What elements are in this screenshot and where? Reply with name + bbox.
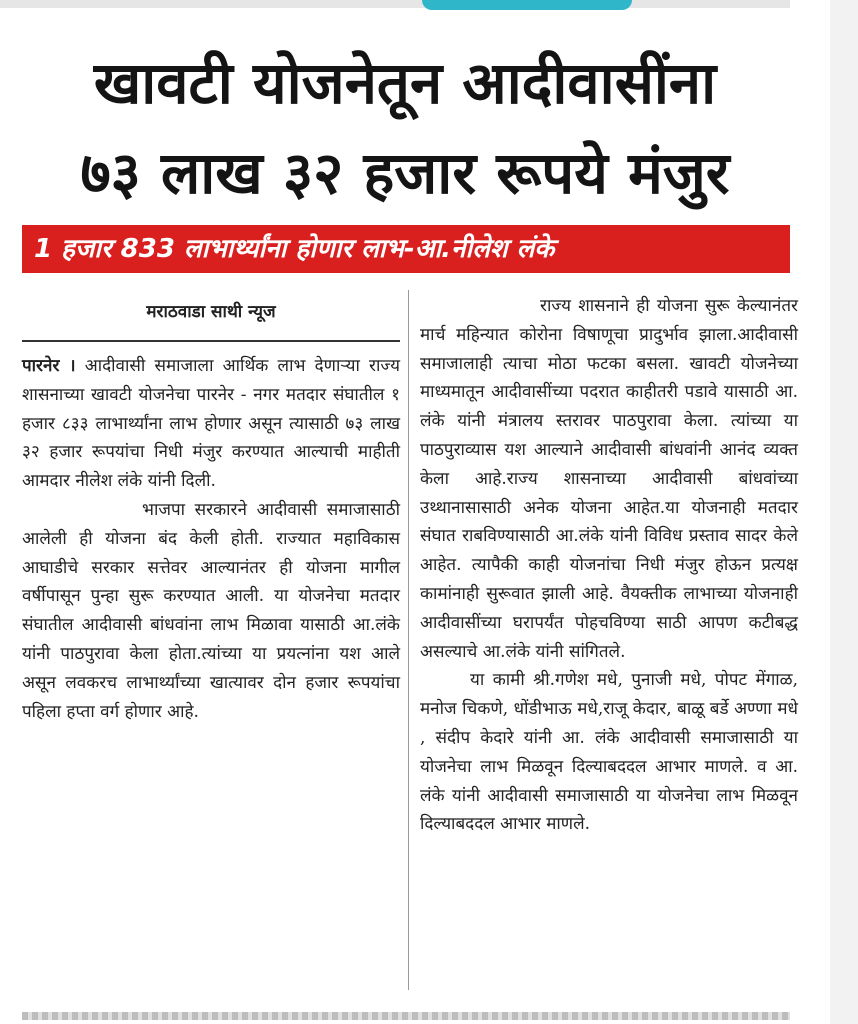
accent-tab bbox=[422, 0, 632, 10]
paragraph-3: राज्य शासनाने ही योजना सुरू केल्यानंतर मार्च महिन्यात कोरोना विषाणूचा प्रादुर्भाव झाला.आदीवासी समाजालाही त्याचा मोठा फटका बसला. खावटी योजनेच्या माध्यमातून आदीवासींच्या पदरात काहीतरी पडावे यासाठी आ. लंके यांनी मंत्रालय स्तरावर पाठपुरावा केला. त्यांच्या या पाठपुराव्यास यश आल्याने आदीवासी बांधवांनी आनंद व्यक्त केला आहे.राज्य शासनाच्या आदीवासी बांधवांच्या उथ्थानासासाठी अनेक योजना आहेत.या योजनाही मतदार संघात राबविण्यासाठी आ.लंके यांनी विविध प्रस्ताव सादर केले आहेत. त्यापैकी काही योजनांचा निधी मंजुर होऊन प्रत्यक्ष कामांनाही सुरूवात झाली आहे. वैयक्तीक लाभाच्या योजनाही आदीवासींच्या घरापर्यंत पोहचविण्या साठी आपण कटीबद्ध असल्याचे आ.लंके यांनी सांगितले. bbox=[420, 296, 798, 662]
paragraph-4: या कामी श्री.गणेश मधे, पुनाजी मधे, पोपट मेंगाळ, मनोज चिकणे, धोंडीभाऊ मधे,राजू केदार, बाळू बर्डे अण्णा मधे , संदीप केदारे यांनी आ. लंके आदीवासी समाजासाठी या योजनेचा लाभ मिळवून दिल्याबददल आभार माणले. व आ. लंके यांनी आदीवासी समाजासाठी या योजनेचा लाभ मिळवून दिल्याबददल आभार माणले. bbox=[420, 670, 798, 835]
paragraph-2: भाजपा सरकारने आदीवासी समाजासाठी आलेली ही योजना बंद केली होती. राज्यात महाविकास आघाडीचे सरकार सत्तेवर आल्यानंतर ही योजना मागील वर्षीपासून पुन्हा सुरू करण्यात आली. या योजनेचा मतदार संघातील आदीवासी बांधवांना लाभ मिळावा यासाठी आ.लंके यांनी पाठपुरावा केला होता.त्यांच्या या प्रयत्नांना यश आले असून लवकरच लाभार्थ्यांच्या खात्यावर दोन हजार रूपयांचा पहिला हप्ता वर्ग होणार आहे. bbox=[22, 499, 400, 722]
article-column-right bbox=[420, 292, 798, 839]
paragraph-1 bbox=[22, 352, 400, 496]
byline-rule bbox=[22, 340, 400, 342]
page-margin bbox=[830, 0, 858, 1024]
dateline: पारनेर । bbox=[22, 356, 76, 376]
top-strip bbox=[0, 0, 790, 8]
subheadline: 1 हजार 833 लाभार्थ्यांना होणार लाभ-आ.नीलेश लंके bbox=[34, 234, 555, 264]
bottom-rule bbox=[22, 1012, 790, 1020]
article-column-left bbox=[22, 292, 400, 726]
headline bbox=[20, 38, 790, 218]
headline-line-1: खावटी योजनेतून आदीवासींना bbox=[93, 49, 717, 117]
column-divider bbox=[408, 290, 409, 990]
paragraph-1-text: आदीवासी समाजाला आर्थिक लाभ देणाऱ्या राज्य शासनाच्या खावटी योजनेचा पारनेर - नगर मतदार संघातील १ हजार ८३३ लाभार्थ्यांना लाभ होणार असून त्यासाठी ७३ लाख ३२ हजार रूपयांचा निधी मंजुर करण्यात आल्याची माहीती आमदार नीलेश लंके यांनी दिली. bbox=[22, 356, 400, 492]
byline: मराठवाडा साथी न्यूज bbox=[146, 302, 276, 322]
headline-line-2: ७३ लाख ३२ हजार रूपये मंजुर bbox=[80, 139, 730, 207]
